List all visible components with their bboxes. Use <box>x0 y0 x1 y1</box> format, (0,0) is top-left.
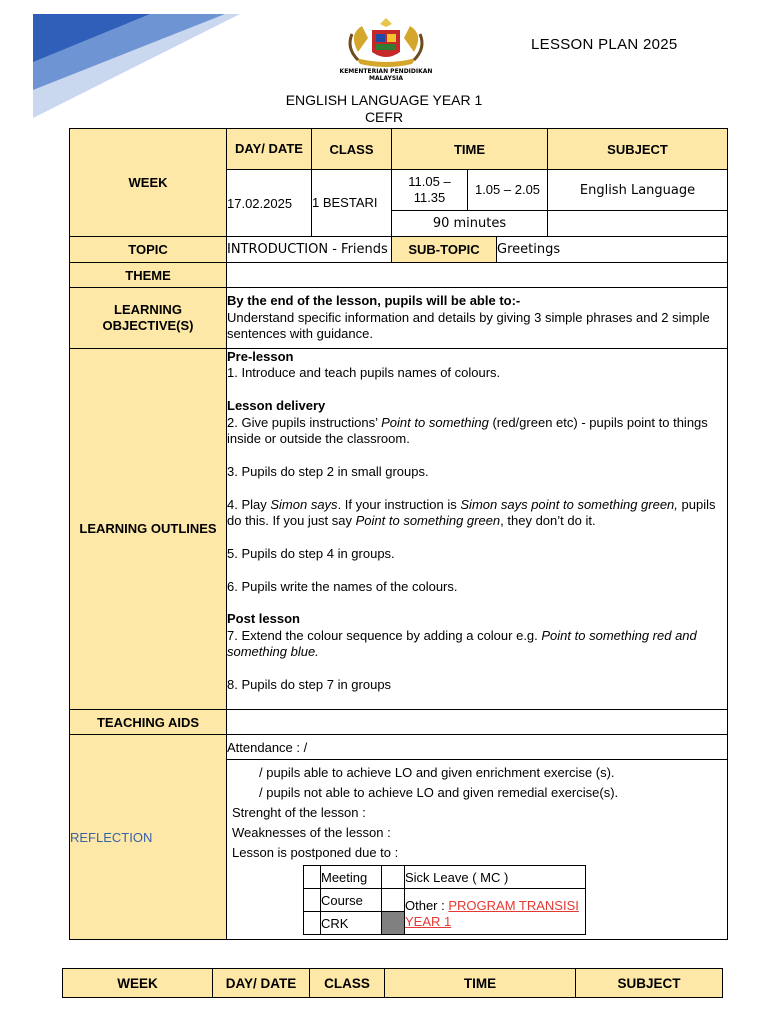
topic-value: INTRODUCTION - Friends <box>227 237 392 263</box>
week-header-2: WEEK <box>63 969 213 998</box>
step-3: 3. Pupils do step 2 in small groups. <box>227 463 429 479</box>
reflection-label: REFLECTION <box>70 735 227 940</box>
step-8: 8. Pupils do step 7 in groups <box>227 677 392 693</box>
lesson-plan-table <box>69 128 728 940</box>
step-5: 5. Pupils do step 4 in groups. <box>227 545 395 561</box>
sick-leave-checkbox[interactable] <box>382 866 405 889</box>
sick-leave-option: Sick Leave ( MC ) <box>405 866 586 889</box>
lesson-delivery-heading: Lesson delivery <box>227 398 326 414</box>
class-header-2: CLASS <box>310 969 385 998</box>
weakness-line: Weaknesses of the lesson : <box>232 825 391 840</box>
course-checkbox[interactable] <box>304 889 321 912</box>
other-option: Other : PROGRAM TRANSISI YEAR 1 <box>405 889 586 935</box>
step-7: 7. Extend the colour sequence by adding a colour e.g. Point to something red and something blue. <box>227 627 697 660</box>
attendance-row: Attendance : / <box>227 735 728 760</box>
objectives-label: LEARNING OBJECTIVE(S) <box>70 288 227 349</box>
ministry-name: KEMENTERIAN PENDIDIKAN MALAYSIA <box>339 68 433 82</box>
plan-title: LESSON PLAN 2025 <box>531 36 678 53</box>
time1-cell: 11.05 – 11.35 <box>392 170 468 211</box>
document-subtitle: CEFR <box>364 109 404 125</box>
next-week-table <box>62 968 723 998</box>
step-4: 4. Play Simon says. If your instruction is Simon says point to something green, pupils do this. If you just say Point to something green, they don’t do it. <box>227 496 716 529</box>
teaching-aids-value <box>227 710 728 735</box>
step-6: 6. Pupils write the names of the colours. <box>227 578 458 594</box>
class-header: CLASS <box>312 129 392 170</box>
time-header: TIME <box>392 129 548 170</box>
post-lesson-heading: Post lesson <box>227 611 300 627</box>
objectives-content <box>227 288 728 349</box>
empty-cell <box>548 211 728 237</box>
subject-header: SUBJECT <box>548 129 728 170</box>
other-option-value: PROGRAM TRANSISI YEAR 1 <box>405 897 579 929</box>
objectives-heading: By the end of the lesson, pupils will be able to:- <box>227 293 521 309</box>
week-header: WEEK <box>70 129 227 237</box>
other-checkbox[interactable] <box>382 889 405 912</box>
course-option: Course <box>321 889 382 912</box>
strength-line: Strenght of the lesson : <box>232 805 366 820</box>
outlines-label: LEARNING OUTLINES <box>70 349 227 710</box>
theme-value <box>227 263 728 288</box>
theme-label: THEME <box>70 263 227 288</box>
subject-header-2: SUBJECT <box>576 969 723 998</box>
day-date-header-2: DAY/ DATE <box>213 969 310 998</box>
outlines-content <box>227 349 728 710</box>
reflection-line-2: / pupils not able to achieve LO and given remedial exercise(s). <box>259 785 619 800</box>
postponed-options-table <box>303 865 586 935</box>
duration-cell: 90 minutes <box>392 211 548 237</box>
time2-cell: 1.05 – 2.05 <box>468 170 548 211</box>
subtopic-value: Greetings <box>497 237 728 263</box>
pre-lesson-heading: Pre-lesson <box>227 349 294 364</box>
time-header-2: TIME <box>385 969 576 998</box>
subject-cell: English Language <box>548 170 728 211</box>
class-cell: 1 BESTARI <box>312 170 392 237</box>
objectives-text: Understand specific information and details by giving 3 simple phrases and 2 simple sentences with guidance. <box>227 309 710 342</box>
topic-label: TOPIC <box>70 237 227 263</box>
meeting-option: Meeting <box>321 866 382 889</box>
step-1: 1. Introduce and teach pupils names of colours. <box>227 365 501 381</box>
subtopic-label: SUB-TOPIC <box>392 237 497 263</box>
crk-checkbox[interactable] <box>304 912 321 935</box>
teaching-aids-label: TEACHING AIDS <box>70 710 227 735</box>
postponed-line: Lesson is postponed due to : <box>232 845 399 860</box>
day-date-header: DAY/ DATE <box>227 129 312 170</box>
shaded-cell <box>382 912 405 935</box>
reflection-line-1: / pupils able to achieve LO and given enrichment exercise (s). <box>259 765 615 780</box>
document-title: ENGLISH LANGUAGE YEAR 1 <box>285 92 483 108</box>
meeting-checkbox[interactable] <box>304 866 321 889</box>
step-2: 2. Give pupils instructions’ Point to something (red/green etc) - pupils point to things inside or outside the classroom. <box>227 414 708 447</box>
crk-option: CRK <box>321 912 382 935</box>
date-cell: 17.02.2025 <box>227 170 312 237</box>
reflection-content <box>227 760 728 940</box>
